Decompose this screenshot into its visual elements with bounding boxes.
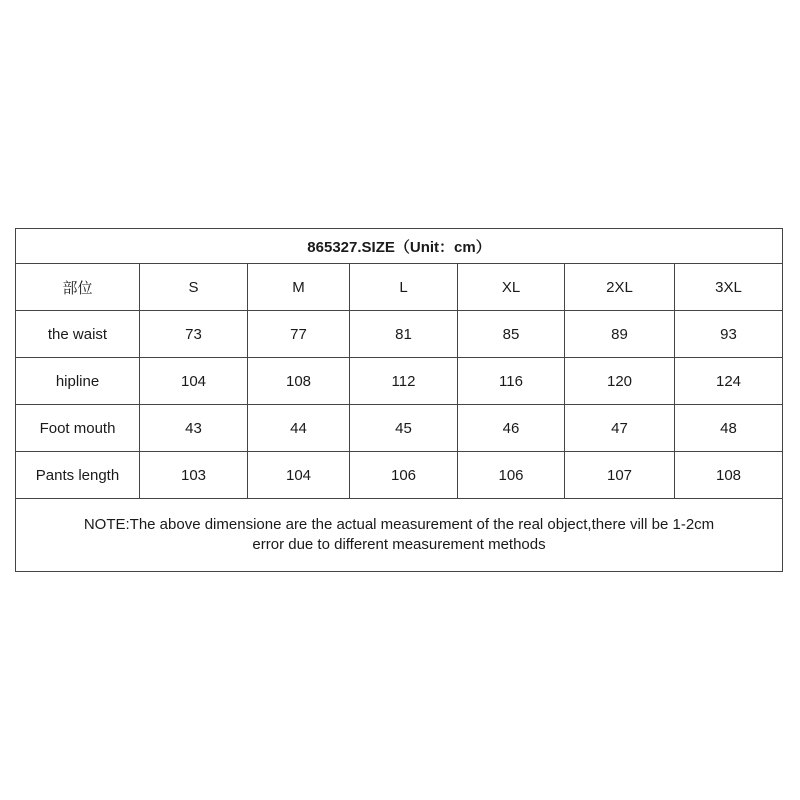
value-cell: 104 <box>140 358 248 405</box>
header-row <box>16 264 783 311</box>
value-cell: 120 <box>565 358 675 405</box>
value-cell: 124 <box>675 358 783 405</box>
table-row <box>16 358 783 405</box>
value-cell: 45 <box>350 405 458 452</box>
table-title: 865327.SIZE（Unit：cm） <box>16 229 783 264</box>
value-cell: 73 <box>140 311 248 358</box>
header-size-cell: XL <box>458 264 565 311</box>
value-cell: 43 <box>140 405 248 452</box>
row-label-cell: Foot mouth <box>16 405 140 452</box>
table-row <box>16 405 783 452</box>
size-chart-table <box>15 228 783 572</box>
value-cell: 48 <box>675 405 783 452</box>
header-label-cell: 部位 <box>16 264 140 311</box>
value-cell: 77 <box>248 311 350 358</box>
header-size-cell: S <box>140 264 248 311</box>
value-cell: 81 <box>350 311 458 358</box>
value-cell: 108 <box>675 452 783 499</box>
row-label-cell: the waist <box>16 311 140 358</box>
note-cell <box>16 499 783 572</box>
header-size-cell: M <box>248 264 350 311</box>
title-row <box>16 229 783 264</box>
table-row <box>16 452 783 499</box>
value-cell: 44 <box>248 405 350 452</box>
note-line-2: error due to different measurement methods <box>252 536 546 553</box>
value-cell: 46 <box>458 405 565 452</box>
value-cell: 103 <box>140 452 248 499</box>
value-cell: 116 <box>458 358 565 405</box>
header-size-cell: 3XL <box>675 264 783 311</box>
note-row <box>16 499 783 572</box>
value-cell: 106 <box>350 452 458 499</box>
value-cell: 108 <box>248 358 350 405</box>
header-size-cell: L <box>350 264 458 311</box>
value-cell: 93 <box>675 311 783 358</box>
table-row <box>16 311 783 358</box>
value-cell: 112 <box>350 358 458 405</box>
value-cell: 106 <box>458 452 565 499</box>
value-cell: 89 <box>565 311 675 358</box>
row-label-cell: hipline <box>16 358 140 405</box>
header-size-cell: 2XL <box>565 264 675 311</box>
value-cell: 47 <box>565 405 675 452</box>
value-cell: 107 <box>565 452 675 499</box>
value-cell: 85 <box>458 311 565 358</box>
row-label-cell: Pants length <box>16 452 140 499</box>
note-line-1: NOTE:The above dimensione are the actual measurement of the real object,there vill be 1-2cm <box>83 516 715 533</box>
value-cell: 104 <box>248 452 350 499</box>
